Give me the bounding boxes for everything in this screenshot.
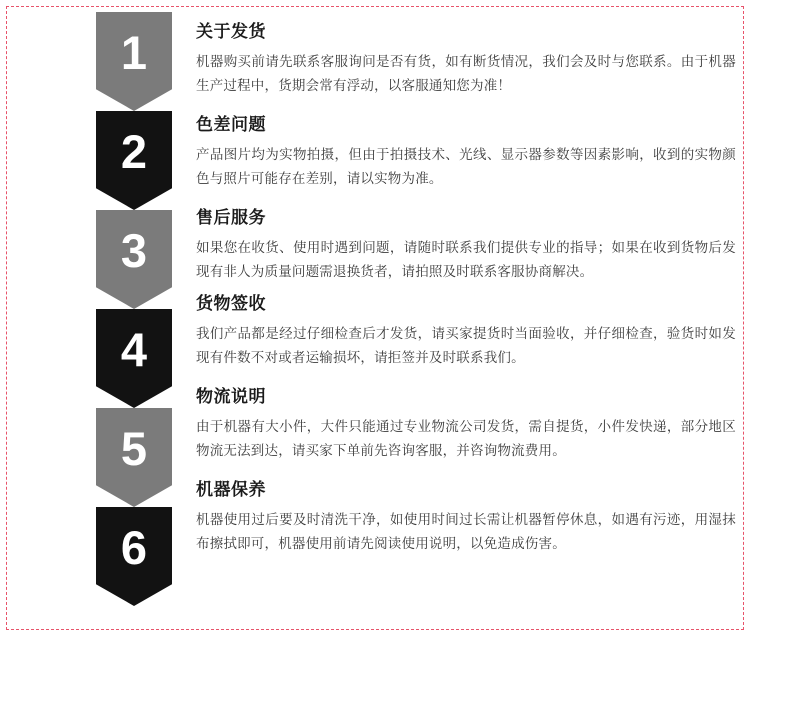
- section-logistics: [196, 387, 736, 463]
- step-marker-6: [96, 507, 172, 606]
- step-marker-2: [96, 111, 172, 210]
- step-number: 3: [120, 224, 148, 277]
- section-title: 色差问题: [196, 115, 266, 134]
- step-marker-5: [96, 408, 172, 507]
- section-body: 机器使用过后要及时清洗干净，如使用时间过长需让机器暂停休息，如遇有污迹，用湿抹布擦拭即可，机器使用前请先阅读使用说明，以免造成伤害。: [196, 512, 736, 551]
- step-number: 6: [120, 521, 148, 574]
- section-title: 货物签收: [196, 294, 266, 313]
- section-body: 我们产品都是经过仔细检查后才发货，请买家提货时当面验收，并仔细检查，验货时如发现有件数不对或者运输损坏，请拒签并及时联系我们。: [196, 326, 736, 365]
- section-title: 物流说明: [196, 387, 266, 406]
- step-number-ribbon: [96, 12, 172, 606]
- section-body: 由于机器有大小件，大件只能通过专业物流公司发货，需自提货，小件发快递，部分地区物流无法到达，请买家下单前先咨询客服，并咨询物流费用。: [196, 419, 736, 458]
- section-body: 如果您在收货、使用时遇到问题，请随时联系我们提供专业的指导；如果在收到货物后发现有非人为质量问题需退换货者，请拍照及时联系客服协商解决。: [196, 240, 736, 279]
- step-marker-3: [96, 210, 172, 309]
- step-number: 5: [120, 422, 148, 475]
- step-marker-1: [96, 12, 172, 111]
- section-goods-receipt: [196, 294, 736, 370]
- section-color-difference: [196, 115, 736, 191]
- step-number: 4: [120, 323, 148, 376]
- step-number: 1: [120, 26, 148, 79]
- info-sections: [196, 22, 736, 556]
- section-after-sales: [196, 208, 736, 284]
- section-maintenance: [196, 480, 736, 556]
- section-title: 售后服务: [196, 208, 266, 227]
- section-shipping: [196, 22, 736, 98]
- step-number: 2: [120, 125, 148, 178]
- section-title: 关于发货: [196, 22, 266, 41]
- section-body: 产品图片均为实物拍摄，但由于拍摄技术、光线、显示器参数等因素影响，收到的实物颜色与照片可能存在差别，请以实物为准。: [196, 147, 736, 186]
- step-marker-4: [96, 309, 172, 408]
- section-title: 机器保养: [196, 480, 266, 499]
- section-body: 机器购买前请先联系客服询问是否有货，如有断货情况，我们会及时与您联系。由于机器生产过程中，货期会常有浮动，以客服通知您为准！: [196, 54, 736, 93]
